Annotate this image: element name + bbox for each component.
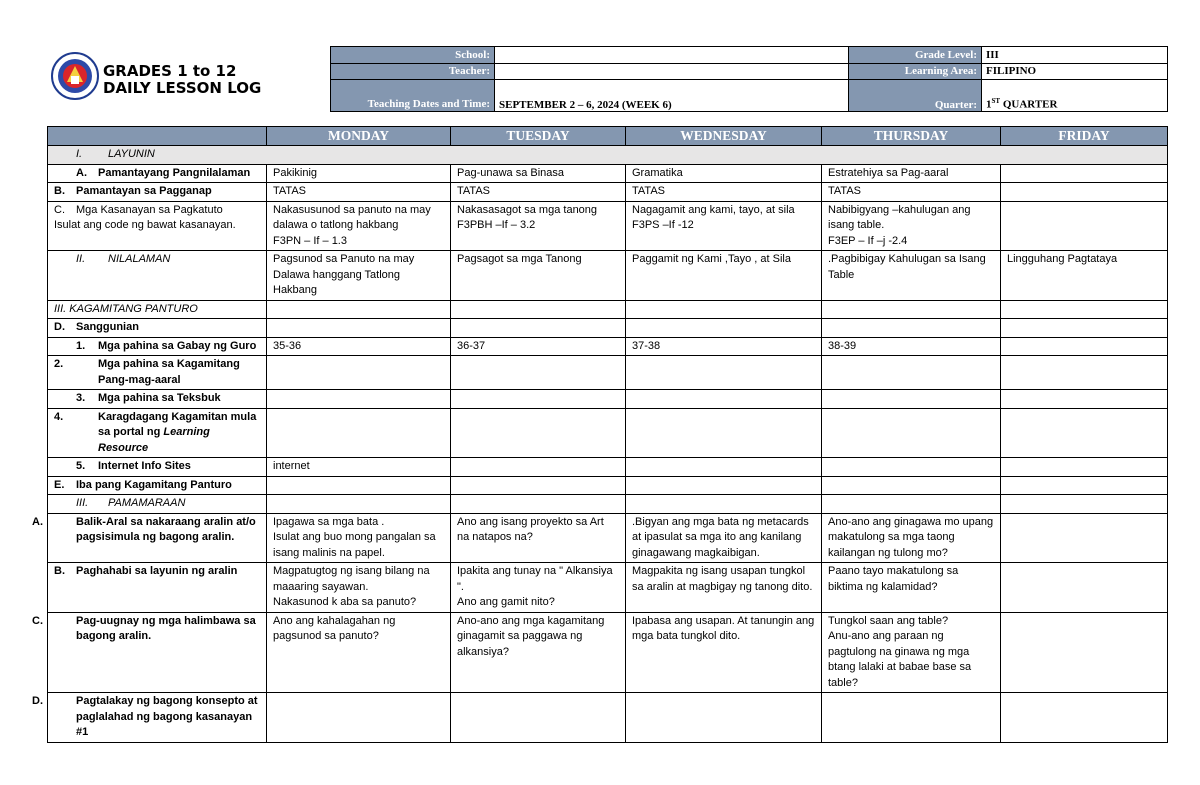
cell-thursday: Ano-ano ang ginagawa mo upang makatulong sa mga taong kailangan ng tulong mo? <box>822 513 1001 563</box>
teacher-label: Teacher: <box>331 63 495 80</box>
lesson-log-table <box>32 126 1168 743</box>
cell-tuesday: 36-37 <box>451 337 626 356</box>
row-label: Paghahabi sa layunin ng aralin <box>76 565 238 577</box>
cell-wednesday: Paggamit ng Kami ,Tayo , at Sila <box>626 251 822 301</box>
day-thursday: THURSDAY <box>822 127 1001 146</box>
area-label: Learning Area: <box>849 63 982 80</box>
cell-thursday: 38-39 <box>822 337 1001 356</box>
header-info-table <box>330 46 1168 112</box>
grade-label: Grade Level: <box>849 47 982 64</box>
cell-friday <box>1001 183 1168 202</box>
cell-thursday <box>822 458 1001 477</box>
row-pamamaraan <box>48 495 1168 514</box>
row-label: NILALAMAN <box>108 253 171 265</box>
row-number: 2. <box>54 358 64 370</box>
teacher-value <box>495 63 849 80</box>
row-number: D. <box>54 321 65 333</box>
row-label: III. KAGAMITANG PANTURO <box>48 300 267 319</box>
cell-monday: Ipagawa sa mga bata . Isulat ang buo mong pangalan sa isang malinis na papel. <box>267 513 451 563</box>
row-teksbuk <box>48 390 1168 409</box>
row-number: A. <box>76 166 87 179</box>
cell-friday <box>1001 612 1168 693</box>
cell-monday: TATAS <box>267 183 451 202</box>
cell-thursday: Estratehiya sa Pag-aaral <box>822 164 1001 183</box>
row-label: Sanggunian <box>76 321 139 333</box>
row-label: Pamantayan sa Pagganap <box>76 185 212 197</box>
row-label: Karagdagang Kagamitan mula sa portal ng <box>98 410 257 438</box>
cell-tuesday: Ipakita ang tunay na " Alkansiya ". Ano ang gamit nito? <box>451 563 626 613</box>
section-layunin <box>48 146 1168 165</box>
cell-tuesday: Nakasasagot sa mga tanong F3PBH –If – 3.2 <box>451 201 626 251</box>
cell-wednesday: Nagagamit ang kami, tayo, at sila F3PS –If -12 <box>626 201 822 251</box>
row-paghahabi <box>48 563 1168 613</box>
row-iba <box>48 476 1168 495</box>
cell-monday: Ano ang kahalagahan ng pagsunod sa panuto? <box>267 612 451 693</box>
cell-wednesday: 37-38 <box>626 337 822 356</box>
row-label: Pag-uugnay ng mga halimbawa sa bagong aralin. <box>76 614 256 642</box>
cell-wednesday: Gramatika <box>626 164 822 183</box>
cell-friday <box>1001 563 1168 613</box>
row-pagganap <box>48 183 1168 202</box>
row-label: Mga pahina sa Teksbuk <box>98 392 221 404</box>
day-tuesday: TUESDAY <box>451 127 626 146</box>
row-number: C. <box>54 203 65 216</box>
cell-friday <box>1001 164 1168 183</box>
cell-thursday: TATAS <box>822 183 1001 202</box>
row-number: B. <box>54 565 65 577</box>
row-pagtalakay <box>48 693 1168 743</box>
row-karagdagang <box>48 408 1168 458</box>
row-label: Mga pahina sa Gabay ng Guro <box>98 339 257 352</box>
cell-monday: 35-36 <box>267 337 451 356</box>
cell-monday: Nakasusunod sa panuto na may dalawa o tatlong hakbang F3PN – If – 1.3 <box>267 201 451 251</box>
quarter-suffix: ST <box>991 97 1001 106</box>
school-label: School: <box>331 47 495 64</box>
row-label: PAMAMARAAN <box>108 497 186 509</box>
day-monday: MONDAY <box>267 127 451 146</box>
row-label: LAYUNIN <box>108 148 155 160</box>
cell-tuesday: Ano-ano ang mga kagamitang ginagamit sa paggawa ng alkansiya? <box>451 612 626 693</box>
row-pangmag <box>48 356 1168 390</box>
row-number: 3. <box>76 392 86 404</box>
row-number: 4. <box>54 410 64 423</box>
cell-wednesday: Magpakita ng isang usapan tungkol sa aralin at magbigay ng tanong dito. <box>626 563 822 613</box>
row-pangnilalaman <box>48 164 1168 183</box>
day-wednesday: WEDNESDAY <box>626 127 822 146</box>
page-title <box>103 63 261 97</box>
row-sanggunian <box>48 319 1168 338</box>
row-number: A. <box>32 515 43 528</box>
row-number: I. <box>76 148 83 160</box>
corner-cell <box>48 127 267 146</box>
cell-monday: Magpatugtog ng isang bilang na maaaring sayawan. Nakasunod k aba sa panuto? <box>267 563 451 613</box>
title-line-2: DAILY LESSON LOG <box>103 79 262 97</box>
quarter-number: 1 <box>986 99 992 111</box>
row-label: Pagtalakay ng bagong konsepto at paglalahad ng bagong kasanayan #1 <box>76 695 258 738</box>
row-paguugnay <box>48 612 1168 693</box>
row-nilalaman <box>48 251 1168 301</box>
cell-wednesday: TATAS <box>626 183 822 202</box>
deped-seal-icon <box>51 52 99 100</box>
cell-tuesday: Pag-unawa sa Binasa <box>451 164 626 183</box>
dates-value: SEPTEMBER 2 – 6, 2024 (WEEK 6) <box>495 80 849 112</box>
area-value: FILIPINO <box>982 63 1168 80</box>
cell-monday: Pakikinig <box>267 164 451 183</box>
row-label: Balik-Aral sa nakaraang aralin at/o pagsisimula ng bagong aralin. <box>76 515 256 543</box>
cell-friday <box>1001 337 1168 356</box>
cell-friday <box>1001 513 1168 563</box>
cell-thursday: .Pagbibigay Kahulugan sa Isang Table <box>822 251 1001 301</box>
row-sublabel: Isulat ang code ng bawat kasanayan. <box>54 219 236 231</box>
row-balik-aral <box>48 513 1168 563</box>
row-kagamitan <box>48 300 1168 319</box>
cell-friday: Lingguhang Pagtataya <box>1001 251 1168 301</box>
row-internet <box>48 458 1168 477</box>
quarter-value <box>982 80 1168 112</box>
cell-tuesday <box>451 458 626 477</box>
row-number: D. <box>32 695 43 707</box>
quarter-word: QUARTER <box>1000 99 1058 111</box>
row-label-emphasis: Learning Resource <box>98 426 210 454</box>
cell-monday: internet <box>267 458 451 477</box>
day-friday: FRIDAY <box>1001 127 1168 146</box>
row-number: E. <box>54 478 65 491</box>
row-number: 1. <box>76 339 86 352</box>
cell-thursday: Nabibigyang –kahulugan ang isang table. F3EP – If –j -2.4 <box>822 201 1001 251</box>
dates-label: Teaching Dates and Time: <box>331 80 495 112</box>
cell-wednesday <box>626 458 822 477</box>
row-label: Internet Info Sites <box>98 460 191 472</box>
cell-tuesday: Pagsagot sa mga Tanong <box>451 251 626 301</box>
row-number: III. <box>76 497 89 509</box>
row-kasanayan <box>48 201 1168 251</box>
cell-wednesday: Ipabasa ang usapan. At tanungin ang mga bata tungkol dito. <box>626 612 822 693</box>
row-number: 5. <box>76 460 86 472</box>
cell-monday: Pagsunod sa Panuto na may Dalawa hanggang Tatlong Hakbang <box>267 251 451 301</box>
cell-tuesday: Ano ang isang proyekto sa Art na natapos na? <box>451 513 626 563</box>
cell-friday <box>1001 201 1168 251</box>
row-number: C. <box>32 614 43 627</box>
title-line-1: GRADES 1 to 12 <box>103 62 237 80</box>
row-label: Mga pahina sa Kagamitang Pang-mag-aaral <box>98 358 240 386</box>
row-gabay <box>48 337 1168 356</box>
day-header-row <box>48 127 1168 146</box>
cell-thursday: Tungkol saan ang table? Anu-ano ang paraan ng pagtulong na ginawa ng mga btang lalaki at babae base sa table? <box>822 612 1001 693</box>
cell-tuesday: TATAS <box>451 183 626 202</box>
quarter-label: Quarter: <box>849 80 982 112</box>
row-number: II. <box>76 253 86 265</box>
cell-wednesday: .Bigyan ang mga bata ng metacards at ipasulat sa mga ito ang kanilang ginagawang magkaibigan. <box>626 513 822 563</box>
school-value <box>495 47 849 64</box>
row-label: Pamantayang Pangnilalaman <box>98 166 251 179</box>
grade-value: III <box>982 47 1168 64</box>
cell-thursday: Paano tayo makatulong sa biktima ng kalamidad? <box>822 563 1001 613</box>
row-number: B. <box>54 185 65 197</box>
row-label: Iba pang Kagamitang Panturo <box>76 478 232 491</box>
cell-friday <box>1001 458 1168 477</box>
row-label: Mga Kasanayan sa Pagkatuto <box>76 203 223 216</box>
